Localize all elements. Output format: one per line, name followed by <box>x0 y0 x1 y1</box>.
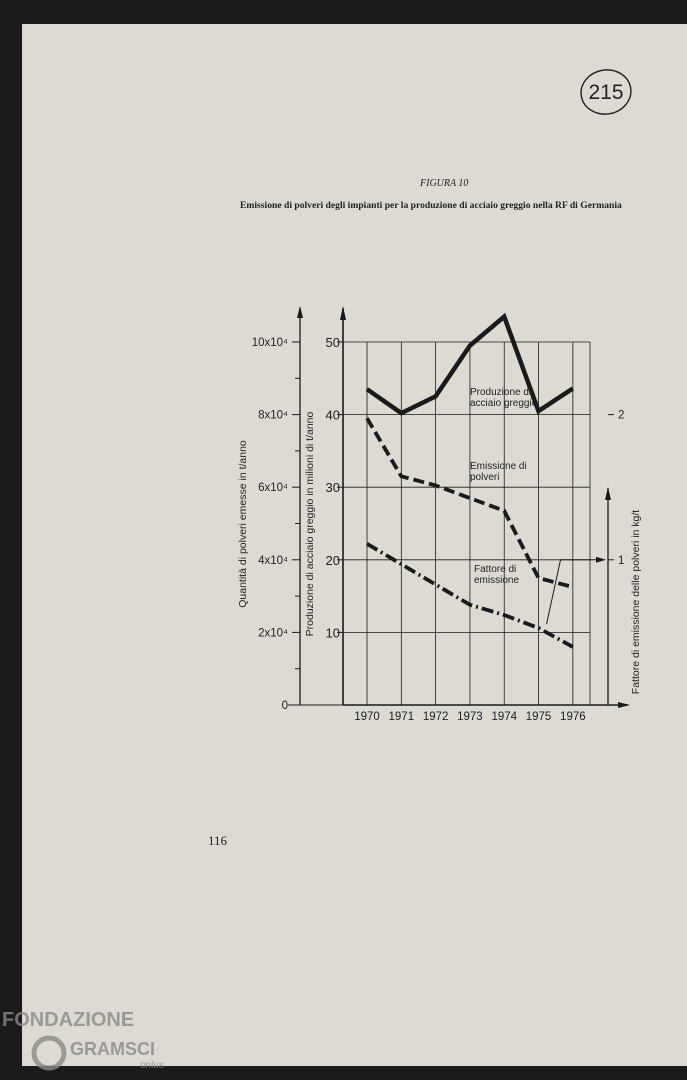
left-outer-axis-label: Quantità di polveri emesse in t/anno <box>237 440 249 608</box>
left-outer-tick-label: 0 <box>281 700 288 712</box>
leader-line <box>547 560 600 624</box>
right-tick-label: 1 <box>618 554 625 567</box>
left-inner-tick-label: 30 <box>325 480 340 496</box>
x-axis-arrow <box>618 702 630 708</box>
x-tick-label: 1973 <box>457 711 483 723</box>
leader-arrow <box>596 557 606 563</box>
x-tick-label: 1971 <box>388 711 415 723</box>
left-outer-tick-label: 4x10⁴ <box>258 554 288 567</box>
foundation-logo <box>2 1004 172 1074</box>
figure-title: Emissione di polveri degli impianti per la produzione di acciaio greggio nella RF di Germania <box>240 200 622 211</box>
series-label: emissione <box>474 575 520 586</box>
series-label: polveri <box>470 472 500 483</box>
left-inner-axis-label: Produzione di acciaio greggio in milioni di t/anno <box>304 411 316 637</box>
series-label: acciaio greggio <box>470 398 538 409</box>
x-tick-label: 1975 <box>525 711 552 723</box>
x-tick-label: 1976 <box>560 711 586 723</box>
left-inner-tick-label: 20 <box>325 552 340 568</box>
right-axis-label: Fattore di emissione delle polveri in kg/t <box>630 509 642 695</box>
x-tick-label: 1974 <box>491 711 518 723</box>
left-outer-tick-label: 2x10⁴ <box>258 627 288 640</box>
x-tick-label: 1970 <box>354 711 380 723</box>
left-inner-tick-label: 50 <box>325 335 340 350</box>
left-outer-tick-label: 10x10⁴ <box>251 337 288 349</box>
left-outer-tick-label: 6x10⁴ <box>258 482 288 495</box>
right-tick-label: 2 <box>618 409 625 422</box>
series-label: Emissione di <box>470 461 527 472</box>
logo-line-1: FONDAZIONE <box>2 1009 135 1031</box>
x-tick-label: 1972 <box>422 711 449 723</box>
chart-axes <box>237 306 642 723</box>
logo-line-3: onlus <box>140 1060 164 1071</box>
archive-number: 215 <box>588 81 624 104</box>
left-inner-tick-label: 10 <box>325 625 340 641</box>
left-inner-axis-arrow <box>340 306 346 320</box>
page-number: 116 <box>208 833 228 848</box>
series-label: Fattore di <box>474 564 517 575</box>
logo-line-2: GRAMSCI <box>70 1039 155 1059</box>
left-outer-tick-label: 8x10⁴ <box>258 409 288 422</box>
right-axis-arrow <box>605 487 611 500</box>
left-inner-tick-label: 40 <box>325 407 340 423</box>
figure-label: FIGURA 10 <box>420 178 469 189</box>
left-outer-axis-arrow <box>297 306 303 318</box>
series-label: Produzione di <box>470 387 532 398</box>
